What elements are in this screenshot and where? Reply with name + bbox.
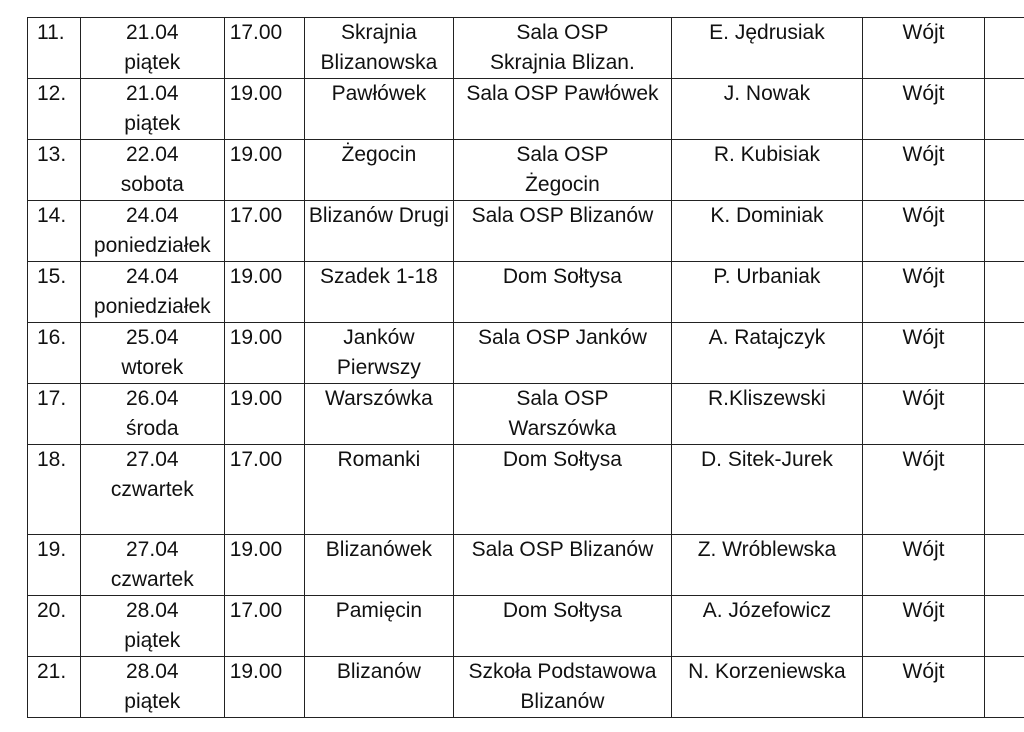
time-cell: 17.00	[224, 445, 304, 535]
meeting-date: 27.04	[126, 538, 179, 561]
venue-line: Sala OSP Blizanów	[471, 204, 654, 227]
venue-cell	[454, 140, 671, 201]
contact-person-cell: A. Józefowicz	[671, 596, 863, 657]
table-row	[28, 262, 1024, 323]
row-number-cell: 21.	[28, 657, 81, 718]
date-cell	[80, 79, 224, 140]
venue-cell	[454, 596, 671, 657]
contact-person-cell: R.Kliszewski	[671, 384, 863, 445]
trailing-empty-cell	[984, 445, 1024, 535]
organizer-cell: Wójt	[863, 657, 984, 718]
table-row	[28, 445, 1024, 535]
venue-cell	[454, 262, 671, 323]
venue-line: Dom Sołtysa	[502, 448, 622, 471]
date-cell	[80, 201, 224, 262]
meeting-date: 21.04	[126, 21, 179, 44]
contact-person-cell: D. Sitek-Jurek	[671, 445, 863, 535]
organizer-cell: Wójt	[863, 18, 984, 79]
trailing-empty-cell	[984, 140, 1024, 201]
table-row	[28, 535, 1024, 596]
organizer-cell: Wójt	[863, 323, 984, 384]
meeting-weekday: czwartek	[110, 568, 194, 591]
venue-line: Sala OSP	[516, 387, 609, 410]
venue-line: Sala OSP Pawłówek	[466, 82, 659, 105]
trailing-empty-cell	[984, 262, 1024, 323]
organizer-cell: Wójt	[863, 596, 984, 657]
organizer-cell: Wójt	[863, 201, 984, 262]
date-cell	[80, 384, 224, 445]
village-cell: Żegocin	[304, 140, 454, 201]
venue-cell	[454, 79, 671, 140]
meeting-weekday: wtorek	[121, 356, 184, 379]
meeting-date: 25.04	[126, 326, 179, 349]
table-row	[28, 201, 1024, 262]
time-cell: 19.00	[224, 535, 304, 596]
date-cell	[80, 323, 224, 384]
time-cell: 17.00	[224, 201, 304, 262]
table-row	[28, 18, 1024, 79]
trailing-empty-cell	[984, 323, 1024, 384]
organizer-cell: Wójt	[863, 445, 984, 535]
trailing-empty-cell	[984, 79, 1024, 140]
trailing-empty-cell	[984, 201, 1024, 262]
contact-person-cell: E. Jędrusiak	[671, 18, 863, 79]
meeting-weekday: poniedziałek	[93, 295, 211, 318]
time-cell: 17.00	[224, 18, 304, 79]
venue-cell	[454, 535, 671, 596]
meeting-weekday: poniedziałek	[93, 234, 211, 257]
village-cell: Pawłówek	[304, 79, 454, 140]
time-cell: 19.00	[224, 323, 304, 384]
trailing-empty-cell	[984, 596, 1024, 657]
village-cell: Pamięcin	[304, 596, 454, 657]
venue-cell	[454, 384, 671, 445]
village-cell: Janków Pierwszy	[304, 323, 454, 384]
meeting-weekday: piątek	[124, 51, 181, 74]
contact-person-cell: P. Urbaniak	[671, 262, 863, 323]
village-cell: Skrajnia Blizanowska	[304, 18, 454, 79]
venue-line: Dom Sołtysa	[502, 599, 622, 622]
venue-line: Sala OSP	[516, 143, 609, 166]
table-row	[28, 140, 1024, 201]
trailing-empty-cell	[984, 18, 1024, 79]
time-cell: 19.00	[224, 140, 304, 201]
village-cell: Szadek 1-18	[304, 262, 454, 323]
row-number-cell: 19.	[28, 535, 81, 596]
venue-line: Sala OSP Blizanów	[471, 538, 654, 561]
row-number-cell: 12.	[28, 79, 81, 140]
table-row	[28, 596, 1024, 657]
date-cell	[80, 535, 224, 596]
meeting-weekday: sobota	[120, 173, 184, 196]
venue-cell	[454, 18, 671, 79]
meeting-weekday: piątek	[124, 690, 181, 713]
trailing-empty-cell	[984, 657, 1024, 718]
venue-line: Sala OSP	[516, 21, 609, 44]
contact-person-cell: Z. Wróblewska	[671, 535, 863, 596]
venue-line: Warszówka	[508, 417, 617, 440]
time-cell: 17.00	[224, 596, 304, 657]
meeting-weekday: czwartek	[110, 478, 194, 501]
organizer-cell: Wójt	[863, 79, 984, 140]
meeting-date: 24.04	[126, 204, 179, 227]
row-number-cell: 15.	[28, 262, 81, 323]
meeting-date: 24.04	[126, 265, 179, 288]
time-cell: 19.00	[224, 79, 304, 140]
meeting-weekday: piątek	[124, 629, 181, 652]
date-cell	[80, 657, 224, 718]
table-row	[28, 323, 1024, 384]
venue-cell	[454, 323, 671, 384]
contact-person-cell: R. Kubisiak	[671, 140, 863, 201]
meeting-date: 27.04	[126, 448, 179, 471]
organizer-cell: Wójt	[863, 140, 984, 201]
time-cell: 19.00	[224, 657, 304, 718]
organizer-cell: Wójt	[863, 262, 984, 323]
trailing-empty-cell	[984, 384, 1024, 445]
time-cell: 19.00	[224, 262, 304, 323]
contact-person-cell: J. Nowak	[671, 79, 863, 140]
venue-line: Blizanów	[520, 690, 605, 713]
table-row	[28, 657, 1024, 718]
time-cell: 19.00	[224, 384, 304, 445]
contact-person-cell: K. Dominiak	[671, 201, 863, 262]
trailing-empty-cell	[984, 535, 1024, 596]
venue-cell	[454, 201, 671, 262]
meeting-weekday: piątek	[124, 112, 181, 135]
schedule-rows	[28, 18, 1024, 718]
venue-line: Sala OSP Janków	[477, 326, 647, 349]
organizer-cell: Wójt	[863, 535, 984, 596]
table-row	[28, 384, 1024, 445]
village-cell: Romanki	[304, 445, 454, 535]
village-cell: Warszówka	[304, 384, 454, 445]
row-number-cell: 13.	[28, 140, 81, 201]
meeting-date: 28.04	[126, 660, 179, 683]
venue-cell	[454, 657, 671, 718]
schedule-table	[27, 17, 1024, 718]
row-number-cell: 17.	[28, 384, 81, 445]
row-number-cell: 14.	[28, 201, 81, 262]
meeting-date: 22.04	[126, 143, 179, 166]
village-cell: Blizanów	[304, 657, 454, 718]
table-row	[28, 79, 1024, 140]
date-cell	[80, 140, 224, 201]
date-cell	[80, 262, 224, 323]
meeting-weekday: środa	[126, 417, 179, 440]
row-number-cell: 18.	[28, 445, 81, 535]
meeting-date: 21.04	[126, 82, 179, 105]
venue-line: Żegocin	[525, 173, 600, 196]
contact-person-cell: A. Ratajczyk	[671, 323, 863, 384]
date-cell	[80, 596, 224, 657]
venue-line: Szkoła Podstawowa	[468, 660, 657, 683]
venue-cell	[454, 445, 671, 535]
venue-line: Dom Sołtysa	[502, 265, 622, 288]
date-cell	[80, 18, 224, 79]
venue-line: Skrajnia Blizan.	[490, 51, 635, 74]
date-cell	[80, 445, 224, 535]
contact-person-cell: N. Korzeniewska	[671, 657, 863, 718]
meeting-date: 28.04	[126, 599, 179, 622]
row-number-cell: 16.	[28, 323, 81, 384]
village-cell: Blizanów Drugi	[304, 201, 454, 262]
row-number-cell: 20.	[28, 596, 81, 657]
meeting-date: 26.04	[126, 387, 179, 410]
village-cell: Blizanówek	[304, 535, 454, 596]
organizer-cell: Wójt	[863, 384, 984, 445]
row-number-cell: 11.	[28, 18, 81, 79]
